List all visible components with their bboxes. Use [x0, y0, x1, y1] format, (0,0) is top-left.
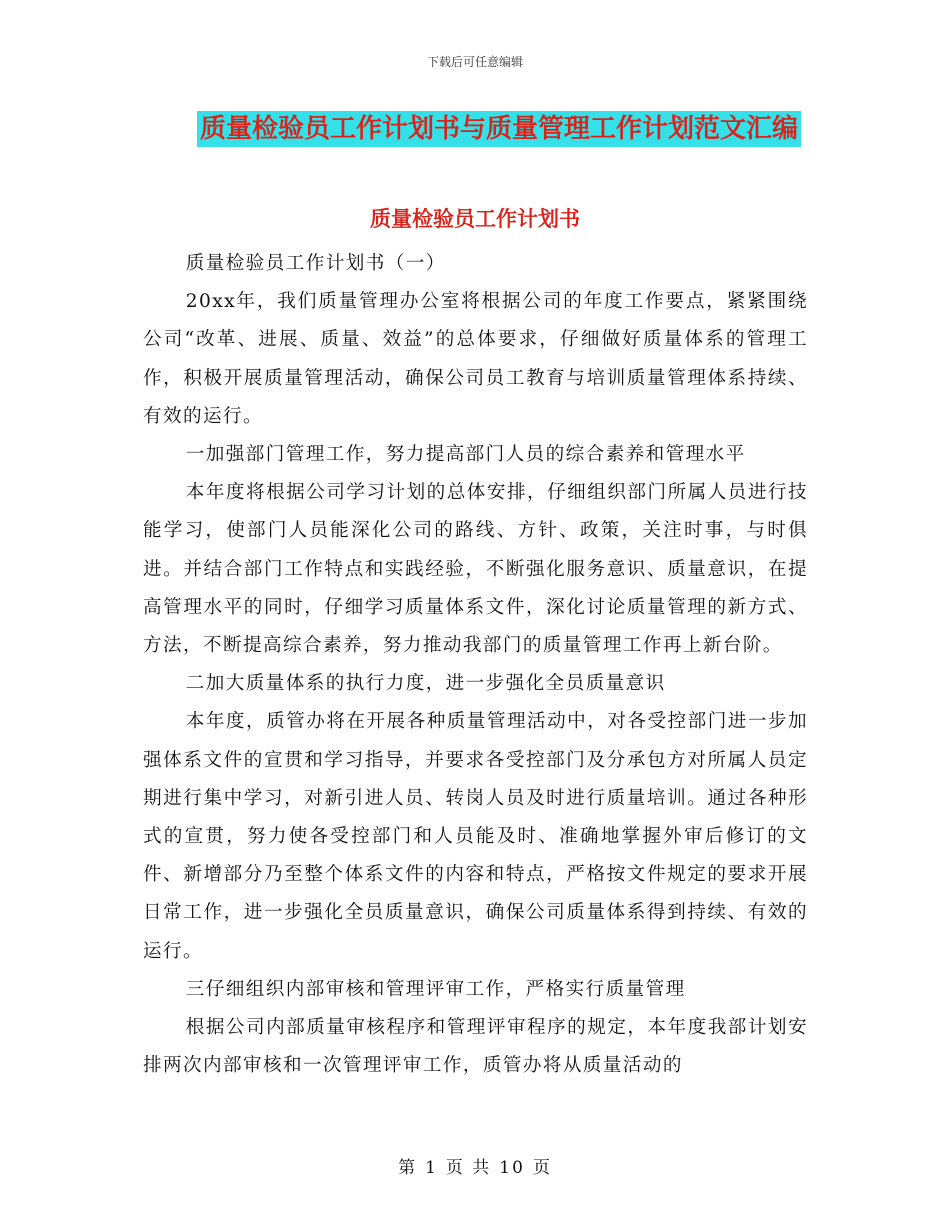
document-main-title: 质量检验员工作计划书与质量管理工作计划范文汇编 — [197, 111, 801, 147]
section-title: 质量检验员工作计划书 — [370, 207, 580, 231]
paragraph: 三仔细组织内部审核和管理评审工作，严格实行质量管理 — [185, 978, 686, 1000]
paragraph: 20xx年，我们质量管理办公室将根据公司的年度工作要点，紧紧围绕公司“改革、进展、质量、效益”的总体要求，仔细做好质量体系的管理工作，积极开展质量管理活动，确保公司员工教育与培训质量管理体系持续、有效的运行。 — [143, 291, 808, 427]
paragraph: 一加强部门管理工作，努力提高部门人员的综合素养和管理水平 — [185, 444, 746, 466]
total-pages: 10 — [499, 1158, 525, 1178]
main-title-container — [0, 111, 950, 147]
paragraph: 本年度将根据公司学习计划的总体安排，仔细组织部门所属人员进行技能学习，使部门人员能深化公司的路线、方针、政策，关注时事，与时俱进。并结合部门工作特点和实践经验，不断强化服务意识、质量意识，在提高管理水平的同时，仔细学习质量体系文件，深化讨论质量管理的新方式、方法，不断提高综合素养，努力推动我部门的质量管理工作再上新台阶。 — [143, 482, 808, 657]
page-label-suffix: 页 — [532, 1158, 552, 1178]
paragraph: 二加大质量体系的执行力度，进一步强化全员质量意识 — [185, 673, 666, 695]
paragraph: 质量检验员工作计划书（一） — [185, 253, 446, 274]
page-label-mid: 页 共 — [445, 1158, 492, 1178]
paragraph: 本年度，质管办将在开展各种质量管理活动中，对各受控部门进一步加强体系文件的宣贯和学习指导，并要求各受控部门及分承包方对所属人员定期进行集中学习，对新引进人员、转岗人员及时进行质量培训。通过各种形式的宣贯，努力使各受控部门和人员能及时、准确地掌握外审后修订的文件、新增部分乃至整个体系文件的内容和特点，严格按文件规定的要求开展日常工作，进一步强化全员质量意识，确保公司质量体系得到持续、有效的运行。 — [143, 711, 808, 962]
page-footer — [0, 1153, 950, 1178]
page-label-prefix: 第 — [398, 1158, 418, 1178]
page-number: 1 — [425, 1158, 438, 1178]
paragraph: 根据公司内部质量审核程序和管理评审程序的规定，本年度我部计划安排两次内部审核和一次管理评审工作，质管办将从质量活动的 — [143, 1017, 808, 1077]
document-body — [143, 245, 808, 1085]
header-note: 下载后可任意编辑 — [426, 55, 523, 69]
